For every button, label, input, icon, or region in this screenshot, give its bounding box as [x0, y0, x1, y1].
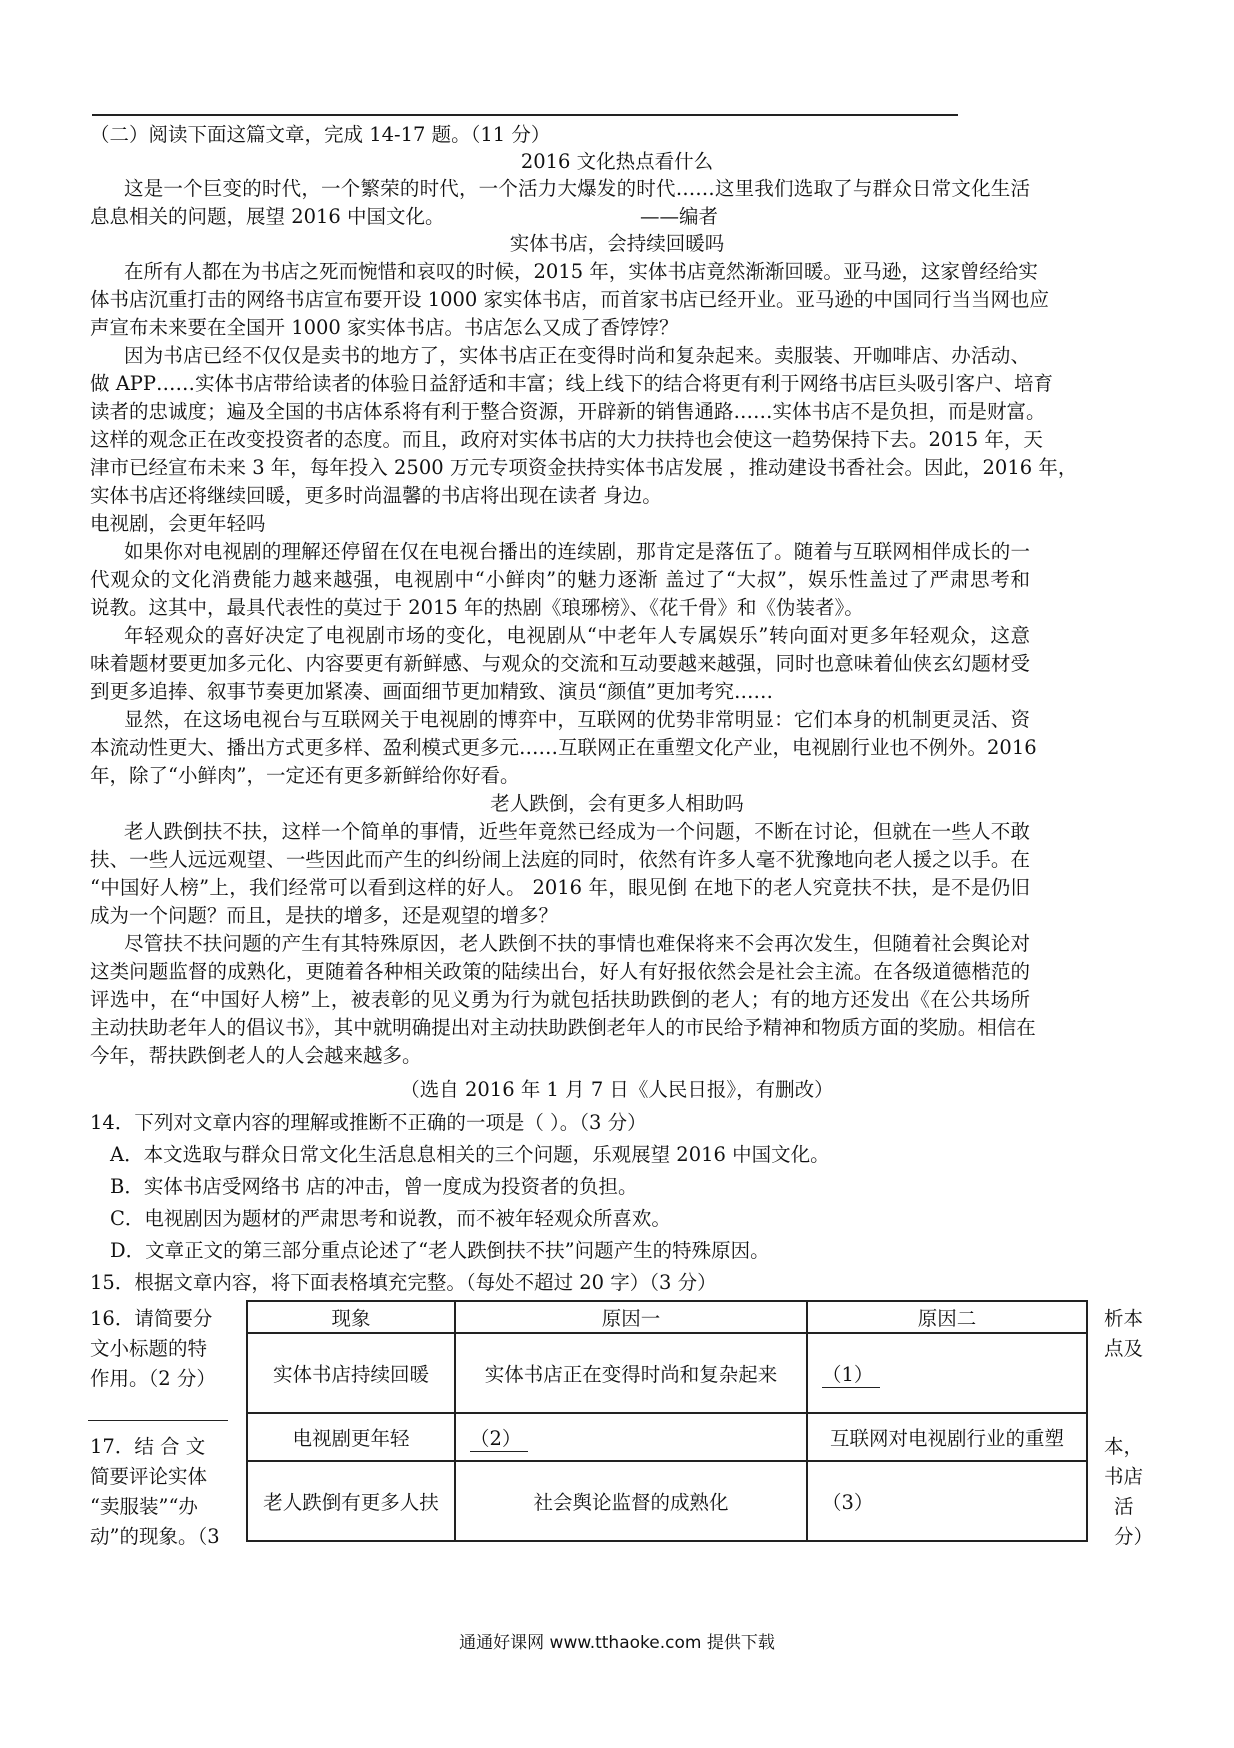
q14-option-c: C．电视剧因为题材的严肃思考和说教，而不被年轻观众所喜欢。 [110, 1207, 671, 1230]
answer-rule [88, 1420, 228, 1421]
part1-line: 津市已经宣布未来 3 年，每年投入 2500 万元专项资金扶持实体书店发展 ，推动建设书香社会。因此，2016 年， [90, 456, 1078, 479]
q16-text-right: 点及 [1104, 1337, 1144, 1360]
answer-blank-cell[interactable] [807, 1333, 1087, 1413]
q14-option-a: A．本文选取与群众日常文化生活息息相关的三个问题，乐观展望 2016 中国文化。 [110, 1143, 830, 1166]
part2-heading: 电视剧，会更年轻吗 [90, 512, 266, 535]
part2-line: 如果你对电视剧的理解还停留在仅在电视台播出的连续剧，那肯定是落伍了。随着与互联网相伴成长的一 [124, 540, 1030, 563]
table-cell: 老人跌倒有更多人扶 [247, 1461, 455, 1541]
part1-line: 做 APP……实体书店带给读者的体验日益舒适和丰富；线上线下的结合将更有利于网络书店巨头吸引客户、培育 [90, 372, 1054, 395]
intro-line: 这是一个巨变的时代，一个繁荣的时代，一个活力大爆发的时代……这里我们选取了与群众日常文化生活 [124, 177, 1030, 200]
part2-line: 味着题材要更加多元化、内容要更有新鲜感、与观众的交流和互动要越来越强，同时也意味着仙侠玄幻题材受 [90, 652, 1030, 675]
answer-blank: （2） [470, 1423, 528, 1452]
part3-line: 成为一个问题？而且，是扶的增多，还是观望的增多？ [90, 904, 559, 927]
part3-line: “中国好人榜”上，我们经常可以看到这样的好人。 2016 年，眼见倒 在地下的老人究竟扶不扶，是不是仍旧 [90, 876, 1030, 899]
part2-line: 显然，在这场电视台与互联网关于电视剧的博弈中，互联网的优势非常明显：它们本身的机制更灵活、资 [124, 708, 1030, 731]
q16-text-right: 析本 [1104, 1307, 1144, 1330]
answer-blank: （3） [822, 1491, 874, 1514]
part1-line: 在所有人都在为书店之死而惋惜和哀叹的时候，2015 年，实体书店竟然渐渐回暖。亚马逊，这家曾经给实 [124, 260, 1038, 283]
q17-text: 17．结 合 文 [90, 1435, 206, 1458]
q16-text: 16．请简要分 [90, 1307, 213, 1330]
part2-line: 年，除了“小鲜肉”，一定还有更多新鲜给你好看。 [90, 764, 520, 787]
q17-text-right: 书店 [1104, 1465, 1144, 1488]
part3-line: 这类问题监督的成熟化，更随着各种相关政策的陆续出台，好人有好报依然会是社会主流。在各级道德楷范的 [90, 960, 1030, 983]
part1-line: 声宣布未来要在全国开 1000 家实体书店。书店怎么又成了香饽饽？ [90, 316, 679, 339]
page-footer: 通通好课网 www.tthaoke.com 提供下载 [459, 1633, 775, 1653]
part1-line: 实体书店还将继续回暖，更多时尚温馨的书店将出现在读者 身边。 [90, 484, 662, 507]
table-header: 原因二 [807, 1301, 1087, 1333]
answer-blank-cell[interactable] [807, 1461, 1087, 1541]
table-row [247, 1413, 1087, 1461]
table-cell: 互联网对电视剧行业的重塑 [807, 1413, 1087, 1461]
part1-line: 这样的观念正在改变投资者的态度。而且，政府对实体书店的大力扶持也会使这一趋势保持下去。2015 年，天 [90, 428, 1043, 451]
q14-stem: 14．下列对文章内容的理解或推断不正确的一项是（ ）。（3 分） [90, 1111, 647, 1134]
part3-line: 评选中，在“中国好人榜”上，被表彰的见义勇为行为就包括扶助跌倒的老人；有的地方还发出《在公共场所 [90, 988, 1030, 1011]
intro-signature: ——编者 [640, 205, 719, 228]
q16-text: 文小标题的特 [90, 1337, 208, 1360]
q15-table [246, 1300, 1088, 1542]
part1-line: 体书店沉重打击的网络书店宣布要开设 1000 家实体书店，而首家书店已经开业。亚马逊的中国同行当当网也应 [90, 288, 1050, 311]
part3-line: 尽管扶不扶问题的产生有其特殊原因，老人跌倒不扶的事情也难保将来不会再次发生，但随着社会舆论对 [124, 932, 1030, 955]
q17-text: “卖服装”“办 [90, 1495, 198, 1518]
table-cell: 实体书店正在变得时尚和复杂起来 [455, 1333, 807, 1413]
table-header: 现象 [247, 1301, 455, 1333]
q16-text: 作用。（2 分） [90, 1367, 216, 1390]
q17-text-right: 本， [1104, 1435, 1144, 1458]
part2-line: 到更多追捧、叙事节奏更加紧凑、画面细节更加精致、演员“颜值”更加考究…… [90, 680, 773, 703]
q17-text: 动”的现象。（3 [90, 1525, 220, 1548]
answer-blank-cell[interactable] [455, 1413, 807, 1461]
intro-line: 息息相关的问题，展望 2016 中国文化。 [90, 205, 445, 228]
part1-line: 读者的忠诚度；遍及全国的书店体系将有利于整合资源，开辟新的销售通路……实体书店不是负担，而是财富。 [90, 400, 1046, 423]
table-row [247, 1333, 1087, 1413]
q17-text-right: 分） [1114, 1525, 1154, 1548]
top-rule [92, 114, 958, 116]
q14-option-b: B．实体书店受网络书 店的冲击，曾一度成为投资者的负担。 [110, 1175, 638, 1198]
article-source: （选自 2016 年 1 月 7 日《人民日报》，有删改） [400, 1078, 834, 1101]
table-cell: 实体书店持续回暖 [247, 1333, 455, 1413]
article-title: 2016 文化热点看什么 [520, 150, 714, 173]
part2-line: 年轻观众的喜好决定了电视剧市场的变化，电视剧从“中老年人专属娱乐”转向面对更多年轻观众，这意 [124, 624, 1030, 647]
part2-line: 代观众的文化消费能力越来越强，电视剧中“小鲜肉”的魅力逐渐 盖过了“大叔”，娱乐性盖过了严肃思考和 [90, 568, 1030, 591]
q14-option-d: D．文章正文的第三部分重点论述了“老人跌倒扶不扶”问题产生的特殊原因。 [110, 1239, 770, 1262]
q15-stem: 15．根据文章内容，将下面表格填充完整。（每处不超过 20 字）（3 分） [90, 1271, 717, 1294]
q17-text-right: 活 [1114, 1495, 1134, 1518]
section-header: （二）阅读下面这篇文章，完成 14-17 题。（11 分） [90, 123, 551, 146]
q17-text: 简要评论实体 [90, 1465, 208, 1488]
table-cell: 电视剧更年轻 [247, 1413, 455, 1461]
part1-heading: 实体书店，会持续回暖吗 [509, 232, 725, 255]
table-cell: 社会舆论监督的成熟化 [455, 1461, 807, 1541]
part3-line: 扶、一些人远远观望、一些因此而产生的纠纷闹上法庭的同时，依然有许多人毫不犹豫地向老人援之以手。在 [90, 848, 1030, 871]
part1-line: 因为书店已经不仅仅是卖书的地方了，实体书店正在变得时尚和复杂起来。卖服装、开咖啡店、办活动、 [124, 344, 1030, 367]
table-header-row [247, 1301, 1087, 1333]
part2-line: 说教。这其中，最具代表性的莫过于 2015 年的热剧《琅琊榜》、《花千骨》和《伪装者》。 [90, 596, 864, 619]
table-header: 原因一 [455, 1301, 807, 1333]
part3-line: 主动扶助老年人的倡议书》，其中就明确提出对主动扶助跌倒老年人的市民给予精神和物质方面的奖励。相信在 [90, 1016, 1036, 1039]
table-row [247, 1461, 1087, 1541]
part3-line: 今年，帮扶跌倒老人的人会越来越多。 [90, 1044, 422, 1067]
answer-blank: （1） [822, 1359, 880, 1388]
part3-line: 老人跌倒扶不扶，这样一个简单的事情，近些年竟然已经成为一个问题，不断在讨论，但就在一些人不敢 [124, 820, 1030, 843]
part3-heading: 老人跌倒，会有更多人相助吗 [490, 792, 744, 815]
part2-line: 本流动性更大、播出方式更多样、盈利模式更多元……互联网正在重塑文化产业，电视剧行业也不例外。2016 [90, 736, 1037, 759]
